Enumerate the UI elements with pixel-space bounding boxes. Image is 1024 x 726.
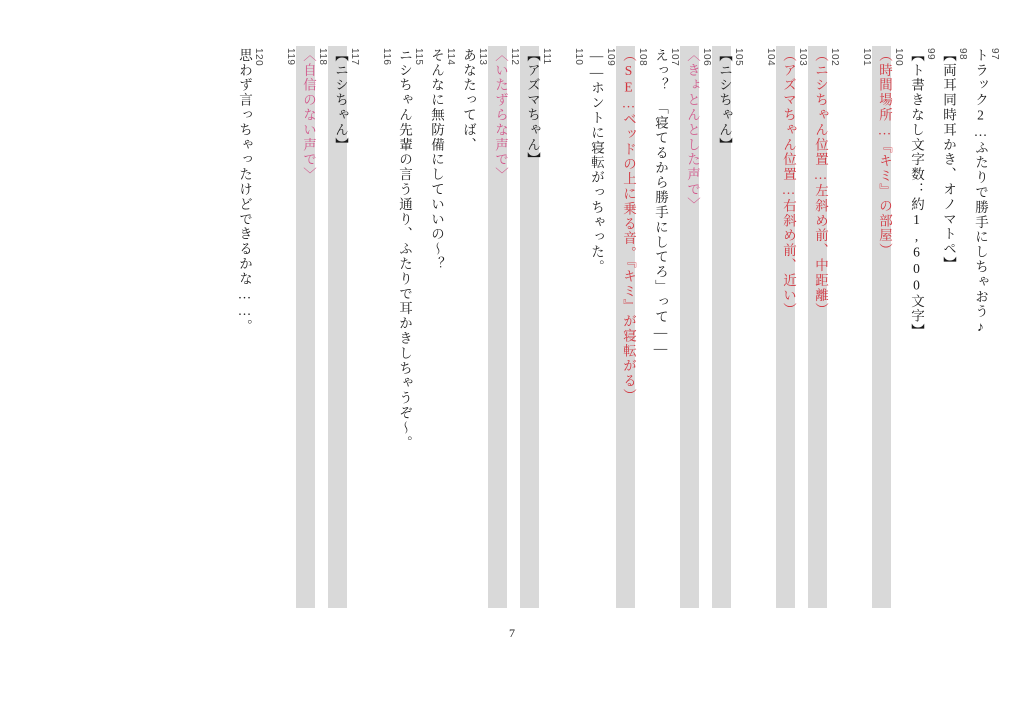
script-line-number: 106 — [701, 48, 712, 67]
script-line — [936, 46, 968, 606]
script-line-text: そんなに無防備にしていいの～？ — [429, 48, 444, 272]
script-line-number: 110 — [573, 48, 584, 66]
script-line-number: 104 — [765, 48, 776, 67]
script-line — [520, 46, 552, 606]
script-line-number: 111 — [541, 48, 552, 65]
script-line — [904, 46, 936, 606]
script-line — [456, 46, 488, 606]
script-line-text — [744, 46, 763, 608]
script-line-text: えっ？ 「寝てるから勝手にしてろ」って―― — [653, 48, 668, 358]
script-line — [232, 46, 264, 606]
script-line-text: 【ニシちゃん】 — [712, 46, 731, 608]
script-line-text: 【ト書きなし文字数：約1,600文字】 — [909, 48, 924, 339]
script-line-text: （アズマちゃん位置…右斜め前、近い） — [776, 46, 795, 608]
script-line-number: 108 — [637, 48, 648, 67]
script-line-text: （SE…ベッドの上に乗る音。『キミ』が寝転がる） — [616, 46, 635, 608]
script-line-text: あなたってば、 — [461, 48, 476, 153]
script-line-number: 105 — [733, 48, 744, 67]
script-line-number: 99 — [925, 48, 936, 61]
script-line — [872, 46, 904, 606]
script-line-number: 114 — [445, 48, 456, 66]
script-line-number: 103 — [797, 48, 808, 67]
script-line — [488, 46, 520, 606]
script-line — [360, 46, 392, 606]
script-line-number: 101 — [861, 48, 872, 67]
script-line-text: 【両耳同時耳かき、オノマトペ】 — [941, 48, 956, 272]
script-line — [712, 46, 744, 606]
script-line — [648, 46, 680, 606]
script-line-text: 思わず言っちゃったけどできるかな……。 — [237, 48, 252, 335]
script-line — [552, 46, 584, 606]
vertical-script-body — [232, 46, 1000, 606]
script-line-number: 120 — [253, 48, 264, 67]
script-line-text: （時間場所…『キミ』の部屋） — [872, 46, 891, 608]
script-line-number: 102 — [829, 48, 840, 67]
script-line — [680, 46, 712, 606]
script-line — [744, 46, 776, 606]
script-line-text: トラック2…ふたりで勝手にしちゃおう♪ — [973, 48, 988, 336]
script-line-number: 112 — [509, 48, 520, 66]
script-line — [424, 46, 456, 606]
script-line — [584, 46, 616, 606]
script-line-number: 97 — [989, 48, 1000, 61]
script-line — [776, 46, 808, 606]
script-line-number: 109 — [605, 48, 616, 67]
script-line-text: ――ホントに寝転がっちゃった。 — [589, 48, 604, 275]
script-line-number: 98 — [957, 48, 968, 61]
script-line-text — [840, 46, 859, 608]
script-line — [264, 46, 296, 606]
script-line — [296, 46, 328, 606]
script-line-number: 119 — [285, 48, 296, 66]
script-line-text — [552, 46, 571, 608]
script-line-number: 118 — [317, 48, 328, 66]
page-number: 7 — [509, 626, 515, 640]
script-line-number: 116 — [381, 48, 392, 66]
script-line-text: 〈いたずらな声で〉 — [488, 46, 507, 608]
script-line-text: 【アズマちゃん】 — [520, 46, 539, 608]
script-line-text: （ニシちゃん位置…左斜め前、中距離） — [808, 46, 827, 608]
script-line — [808, 46, 840, 606]
script-line-number: 117 — [349, 48, 360, 66]
script-line — [328, 46, 360, 606]
script-line-text: ニシちゃん先輩の言う通り、ふたりで耳かきしちゃうぞ～。 — [397, 48, 412, 451]
script-line — [616, 46, 648, 606]
script-line-text: 【ニシちゃん】 — [328, 46, 347, 608]
script-line-text — [264, 46, 283, 608]
script-line-number: 100 — [893, 48, 904, 67]
script-line-number: 107 — [669, 48, 680, 67]
script-line-number: 113 — [477, 48, 488, 66]
script-line — [840, 46, 872, 606]
script-line-text — [360, 46, 379, 608]
script-line-text: 〈きょとんとした声で〉 — [680, 46, 699, 608]
script-line-text: 〈自信のない声で〉 — [296, 46, 315, 608]
script-line — [968, 46, 1000, 606]
script-line-number: 115 — [413, 48, 424, 66]
script-line — [392, 46, 424, 606]
